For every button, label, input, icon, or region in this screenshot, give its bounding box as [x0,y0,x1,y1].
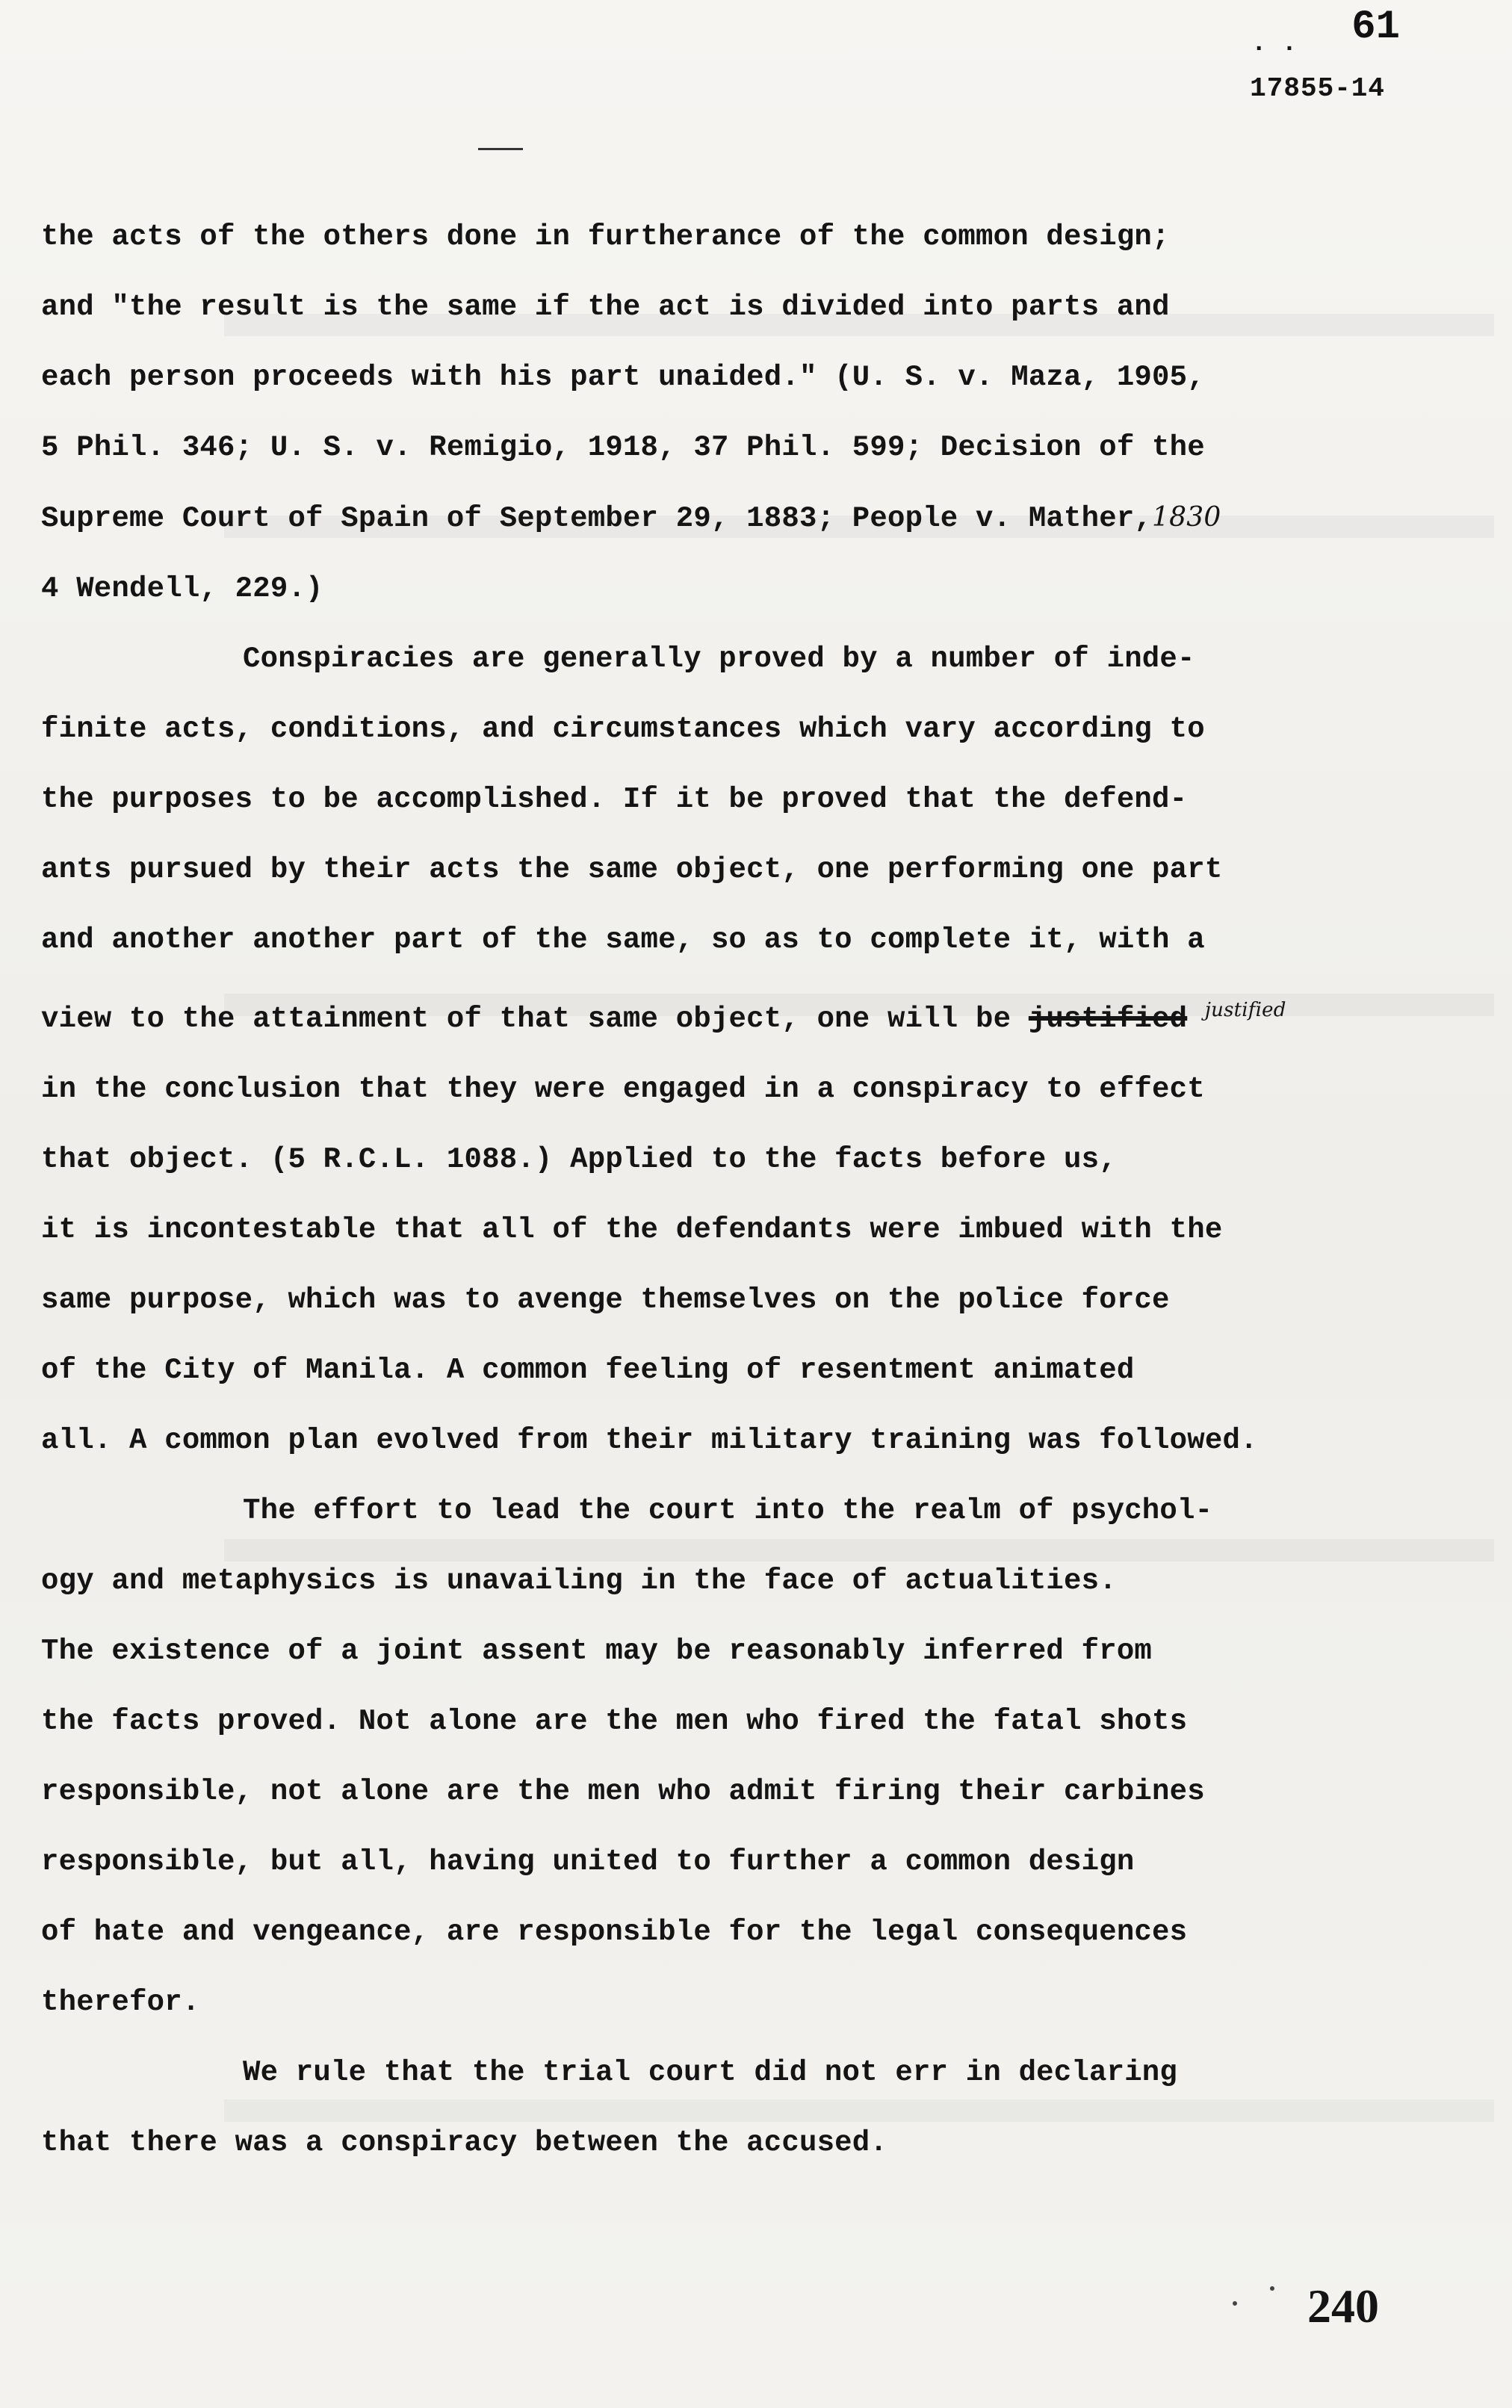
text-line: that object. (5 R.C.L. 1088.) Applied to the facts before us, [41,1143,1117,1176]
struck-word: justified [1028,1003,1188,1036]
text-line: the acts of the others done in furtherance of the common design; [41,220,1170,253]
text-line: the purposes to be accomplished. If it be proved that the defend- [41,783,1188,816]
case-number: 17855-14 [1250,73,1385,104]
divider-mark [478,148,523,150]
text-line: Supreme Court of Spain of September 29, 1883; People v. Mather, [41,502,1153,535]
text-line: all. A common plan evolved from their military training was followed. [41,1424,1258,1457]
text-line: The existence of a joint assent may be reasonably inferred from [41,1635,1153,1668]
margin-marks: . . [1251,30,1298,58]
text-line: of the City of Manila. A common feeling of resentment animated [41,1354,1135,1387]
ink-speck [1270,2286,1274,2291]
text-line: same purpose, which was to avenge themselves on the police force [41,1284,1170,1316]
text-line: each person proceeds with his part unaided." (U. S. v. Maza, 1905, [41,361,1205,394]
text-line: ants pursued by their acts the same object, one performing one part [41,853,1223,886]
text-line: therefor. [41,1986,200,2019]
text-line: We rule that the trial court did not err in declaring [243,2056,1178,2089]
handwritten-insert: justified [1204,999,1286,1021]
footer-page-number: 240 [1307,2279,1379,2333]
text-line: 4 Wendell, 229.) [41,572,323,605]
text-line: in the conclusion that they were engaged in a conspiracy to effect [41,1073,1205,1106]
text-line: responsible, not alone are the men who admit firing their carbines [41,1775,1205,1808]
text-line-with-annotation [41,483,1460,554]
page-number: 61 [1351,4,1400,50]
handwritten-year: 1830 [1152,502,1221,533]
text-line: 5 Phil. 346; U. S. v. Remigio, 1918, 37 Phil. 599; Decision of the [41,431,1205,464]
text-line: Conspiracies are generally proved by a number of inde- [243,643,1195,675]
text-line: of hate and vengeance, are responsible for the legal consequences [41,1916,1188,1949]
text-line: finite acts, conditions, and circumstances which vary according to [41,713,1205,746]
text-line: responsible, but all, having united to further a common design [41,1845,1135,1878]
text-line-with-correction [41,975,1460,1054]
text-line: and another another part of the same, so as to complete it, with a [41,923,1205,956]
text-line: view to the attainment of that same object, one will be [41,1003,1029,1036]
text-line: The effort to lead the court into the realm of psychol- [243,1494,1213,1527]
text-line: ogy and metaphysics is unavailing in the face of actualities. [41,1564,1117,1597]
text-line: the facts proved. Not alone are the men who fired the fatal shots [41,1705,1188,1738]
text-line: it is incontestable that all of the defendants were imbued with the [41,1213,1223,1246]
ink-speck [1233,2301,1237,2306]
text-line: and "the result is the same if the act is divided into parts and [41,291,1170,324]
text-line: that there was a conspiracy between the accused. [41,2126,887,2159]
document-body [41,202,1460,2178]
